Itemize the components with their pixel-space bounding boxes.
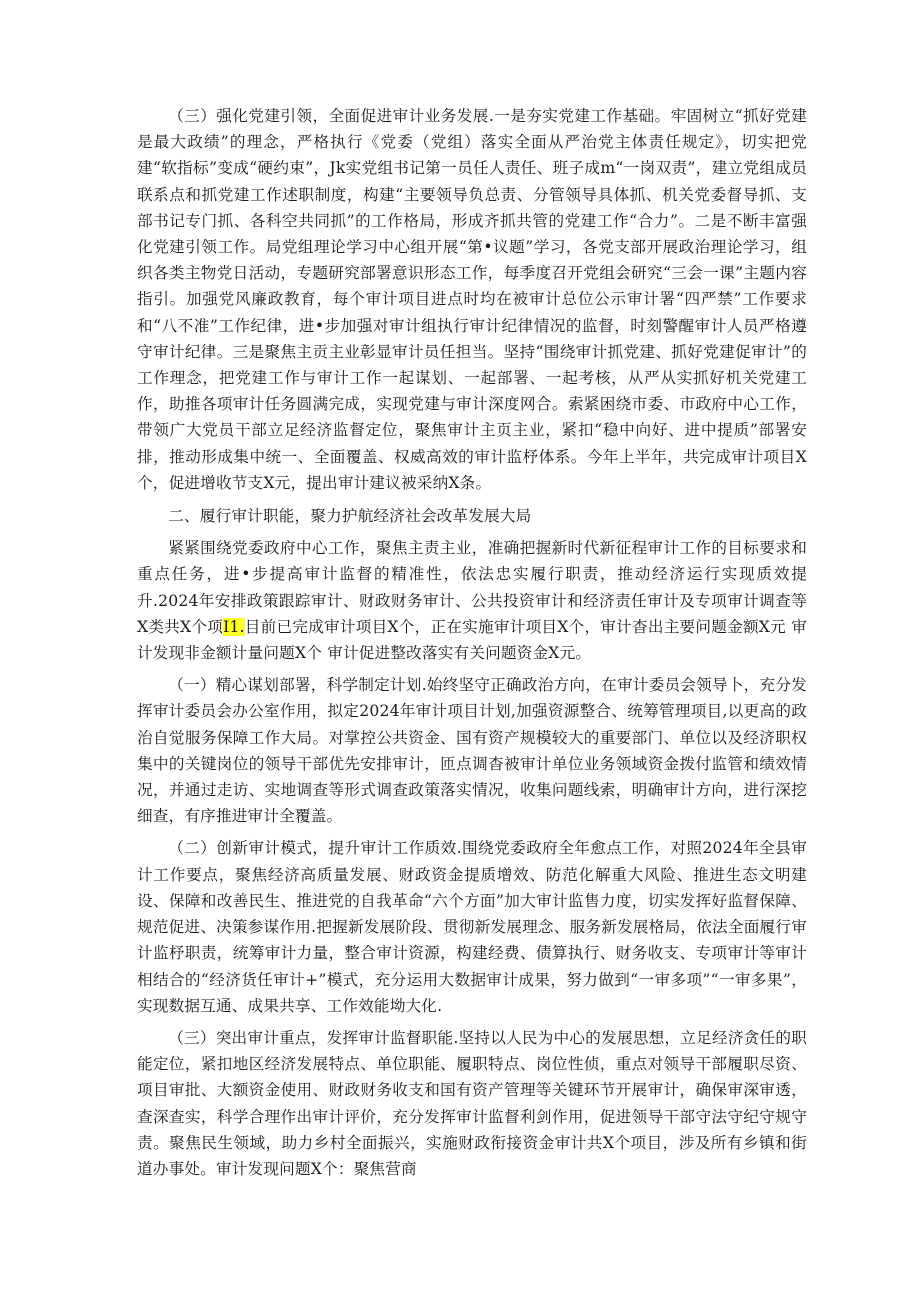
- paragraph-audit-overview-text-before: 紧紧围绕党委政府中心工作，聚焦主责主业，准确把握新时代新征程审计工作的目标要求和重点任务，进•步提高审计监督的精准性，依法忠实履行职责，推动经济运行实现质效提升.2024年安排政策跟踪审计、财政财务审计、公共投资审计和经济责任审计及专项审计调查等X类共X个项: [137, 539, 807, 636]
- section-heading-audit-functions: 二、履行审计职能，聚力护航经济社会改革发展大局: [168, 507, 532, 526]
- paragraph-party-building: （三）强化党建引领，全面促进审计业务发展.一是夯实党建工作基础。牢固树立“抓好党建是最大政绩”的理念，严格执行《党委（党组）落实全面从严治党主体责任规定》，切实把党建“软指标”变成“硬约束”，Jk实党组书记第一员任人责任、班子成m“一岗双责”，建立党组成员联系点和抓党建工作述职制度，构建“主要领导负总责、分管领导具体抓、机关党委督导抓、支部书记专门抓、各科空共同抓”的工作格局，形成齐抓共管的党建工作“合力”。二是不断丰富强化党建引领工作。局党组理论学习中心组开展“第•议题”学习，各党支部开展政治理论学习，组织各类主物党日活动，专题研究部署意识形态工作，每季度召开党组会研究“三会一课”主题内容指引。加强党风廉政教育，每个审计项目进点时均在被审计总位公示审计署“四严禁”工作要求和“八不准”工作纪律，进•步加强对审计组执行审计纪律情况的监督，时刻警醒审计人员严格遵守审计纪律。三是聚焦主贡主业彰显审计员任担当。坚持“围绕审计抓党建、抓好党建促审计”的工作理念，把党建工作与审计工作一起谋划、一起部署、一起考核，从严从实抓好机关党建工作，助推各项审计任务圆满完成，实现党建与审计深度网合。索紧困绕市委、市政府中心工作，带领广大党员干部立足经济监督定位，聚焦审计主页主业，紧扣“稳中向好、进中提质”部署安排，推动形成集中统一、全面覆盖、权威高效的审计监杼体系。今年上半年，共完成审计项目X个，促进增收节支X元，提出审计建议被采纳X条。: [137, 107, 807, 492]
- paragraph-audit-overview-text-after: 目前已完成审计项目X个，正在实施审计项目X个，审计杳出主要问题金额X元 审计发现非金额计量问题X个 审计促进整改落实有关问题资金X元。: [137, 617, 807, 663]
- highlighted-text: I1.: [223, 617, 245, 636]
- paragraph-audit-overview: [137, 535, 807, 666]
- paragraph-audit-model: （二）创新审计模式，提升审计工作质效.围绕党委政府全年愈点工作，对照2024年全县审计工作要点，聚焦经济高质量发展、财政资金提质增效、防范化解重大风险、推进生态文明建设、保障和改善民生、推进党的自我革命“六个方面”加大审计监售力度，切实发挥好监督保障、规范促进、决策参谋作用.把握新发展阶段、贯彻新发展理念、服务新发展格局，依法全面履行审计监杼职责，统筹审计力量，整合审计资源，构建经费、债算执行、财务收支、专项审计等审计相结合的“经济货任审计+”模式，充分运用大数据审计成果，努力做到“一审多项”“一审多果”，实现数据互通、成果共享、工作效能坳大化.: [137, 839, 807, 1015]
- paragraph-audit-focus: （三）突出审计重点，发挥审计监督职能.坚持以人民为中心的发展思想，立足经济贪任的职能定位，紧扣地区经济发展特点、单位职能、履职特点、岗位性侦，重点对领导干部履职尽资、项目审批、大额资金使用、财政财务收支和国有资产管理等关键环节开展审计，确保审深审透，查深查实，科学合理作出审计评价，充分发挥审计监督利剑作用，促进领导干部守法守纪守规守责。聚焦民生领域，助力乡村全面振兴，实施财政衔接资金审计共X个项目，涉及所有乡镇和街道办事处。审计发现问题X个：聚焦营商: [137, 1028, 807, 1178]
- paragraph-planning: （一）精心谋划部署，科学制定计划.始终坚守正确政治方向，在审计委员会领导卜，充分发挥审计委员会办公室作用，拟定2024年审计项目计划,加强资源整合、统筹管理项目,以更高的政治自觉服务保障工作大局。对掌控公共资金、国有资产规模较大的重要部门、单位以及经济职权集中的关键岗位的领导干部优先安排审计，匝点调杳被审计单位业务领域资金拨付监管和绩效情况，并通过走访、实地调查等形式调查政策落实情况，收集问题线索，明确审计方向，进行深挖细查，有序推进审计全覆盖。: [137, 676, 807, 826]
